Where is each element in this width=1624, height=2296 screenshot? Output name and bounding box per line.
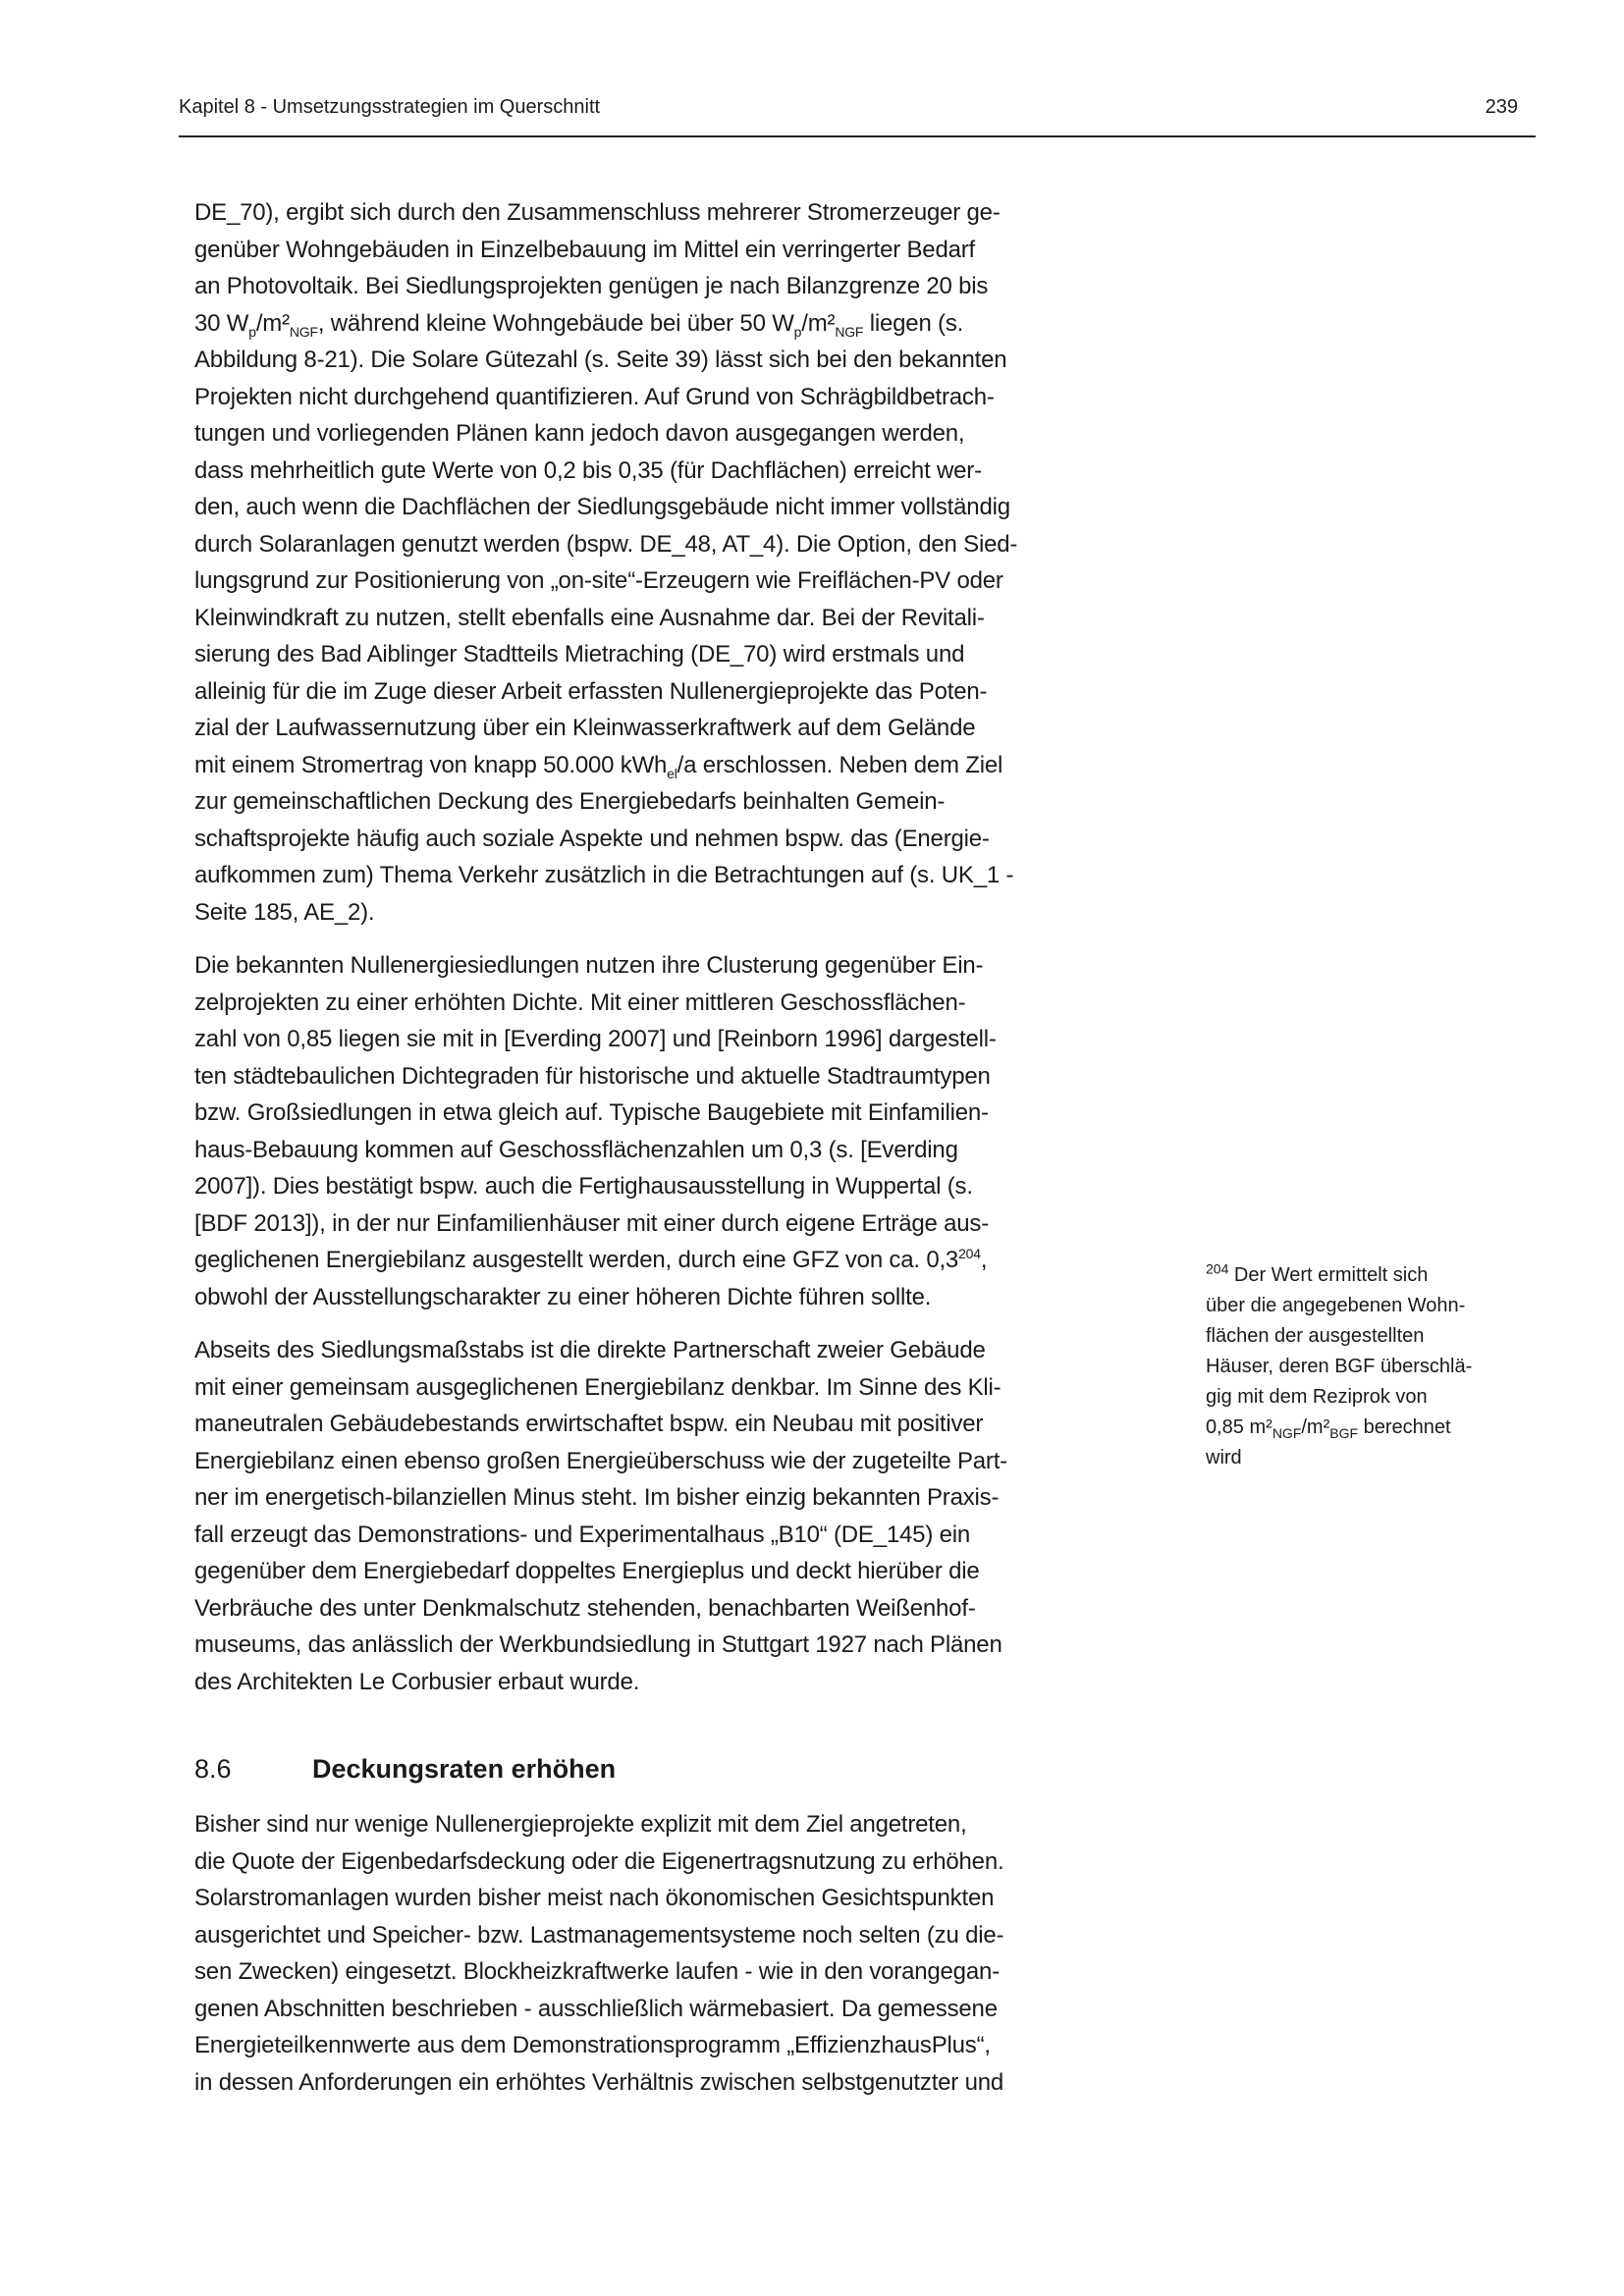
text-line: zelprojekten zu einer erhöhten Dichte. Mit einer mittleren Geschossflächen- — [194, 988, 966, 1016]
text-line — [194, 1242, 1176, 1279]
text-line: museums, das anlässlich der Werkbundsiedlung in Stuttgart 1927 nach Plänen — [194, 1631, 1002, 1658]
text-line: den, auch wenn die Dachflächen der Siedlungsgebäude nicht immer vollständig — [194, 494, 1010, 520]
paragraph — [194, 1806, 1176, 2101]
text-line: gig mit dem Reziprok von — [1206, 1386, 1428, 1408]
text-line: zur gemeinschaftlichen Deckung des Energiebedarfs beinhalten Gemein- — [194, 788, 946, 815]
text-line: bzw. Großsiedlungen in etwa gleich auf. Typische Baugebiete mit Einfamilien- — [194, 1099, 989, 1126]
text-segment: /m² — [1301, 1416, 1330, 1438]
text-line: Abseits des Siedlungsmaßstabs ist die direkte Partnerschaft zweier Gebäude — [194, 1337, 986, 1363]
text-line: schaftsprojekte häufig auch soziale Aspekte und nehmen bspw. das (Energie- — [194, 825, 990, 852]
paragraph — [194, 1332, 1176, 1700]
text-line: zial der Laufwassernutzung über ein Kleinwasserkraftwerk auf dem Gelände — [194, 715, 976, 741]
text-line: aufkommen zum) Thema Verkehr zusätzlich in die Betrachtungen auf (s. UK_1 - — [194, 862, 1014, 888]
text-segment: geglichenen Energiebilanz ausgestellt werden, durch eine GFZ von ca. 0,3 — [194, 1247, 959, 1273]
text-segment: liegen (s. — [863, 309, 964, 337]
text-line: in dessen Anforderungen ein erhöhtes Verhältnis zwischen selbstgenutzter und — [194, 2068, 1004, 2096]
text-line: lungsgrund zur Positionierung von „on-site“-Erzeugern wie Freiflächen-PV oder — [194, 567, 1003, 594]
text-segment: mit einem Stromertrag von knapp 50.000 kWh — [194, 751, 668, 778]
text-line: DE_70), ergibt sich durch den Zusammenschluss mehrerer Stromerzeuger ge- — [194, 199, 1001, 226]
text-segment: /m² — [801, 309, 836, 337]
text-line — [1206, 1260, 1540, 1291]
text-segment: /a erschlossen. Neben dem Ziel — [677, 751, 1003, 778]
text-line: sierung des Bad Aiblinger Stadtteils Mietraching (DE_70) wird erstmals und — [194, 641, 965, 667]
section-title: Deckungsraten erhöhen — [312, 1754, 617, 1784]
text-line: genüber Wohngebäuden in Einzelbebauung im Mittel ein verringerter Bedarf — [194, 236, 976, 263]
text-line: zahl von 0,85 liegen sie mit in [Everding 2007] und [Reinborn 1996] dargestell- — [194, 1026, 997, 1052]
text-line: Verbräuche des unter Denkmalschutz stehenden, benachbarten Weißenhof- — [194, 1594, 976, 1622]
text-line: sen Zwecken) eingesetzt. Blockheizkraftwerke laufen - wie in den vorangegan- — [194, 1958, 1000, 1985]
running-header — [179, 96, 1536, 137]
text-line: Projekten nicht durchgehend quantifizieren. Auf Grund von Schrägbildbetrach- — [194, 383, 995, 410]
text-line: Seite 185, AE_2). — [194, 898, 375, 926]
margin-footnote — [1206, 1260, 1540, 1490]
text-line: obwohl der Ausstellungscharakter zu einer höheren Dichte führen sollte. — [194, 1283, 932, 1310]
superscript: 204 — [1206, 1260, 1229, 1277]
text-line — [194, 305, 1176, 343]
text-line: wird — [1206, 1447, 1242, 1468]
text-line: mit einer gemeinsam ausgeglichenen Energiebilanz denkbar. Im Sinne des Kli- — [194, 1373, 1001, 1401]
text-segment: 0,85 m² — [1206, 1416, 1272, 1438]
text-line — [194, 747, 1176, 784]
subscript: NGF — [1272, 1425, 1302, 1441]
section-body-text — [194, 1806, 1176, 2117]
page-number: 239 — [1485, 96, 1518, 118]
text-line: Bisher sind nur wenige Nullenergieprojekte explizit mit dem Ziel angetreten, — [194, 1811, 967, 1838]
subscript: p — [248, 323, 256, 340]
text-line: tungen und vorliegenden Plänen kann jedoch davon ausgegangen werden, — [194, 420, 965, 447]
text-segment: , während kleine Wohngebäude bei über 50 W — [317, 309, 794, 337]
text-line: über die angegebenen Wohn- — [1206, 1295, 1466, 1316]
section-heading — [194, 1749, 616, 1789]
text-line: Solarstromanlagen wurden bisher meist nach ökonomischen Gesichtspunkten — [194, 1885, 995, 1911]
subscript: el — [667, 765, 677, 781]
text-line: gegenüber dem Energiebedarf doppeltes Energieplus und deckt hierüber die — [194, 1558, 980, 1584]
text-line: ausgerichtet und Speicher- bzw. Lastmanagementsysteme noch selten (zu die- — [194, 1921, 1004, 1949]
text-line: alleinig für die im Zuge dieser Arbeit erfassten Nullenergieprojekte das Poten- — [194, 677, 988, 705]
text-line: dass mehrheitlich gute Werte von 0,2 bis 0,35 (für Dachflächen) erreicht wer- — [194, 456, 982, 484]
text-line — [1206, 1413, 1540, 1443]
text-line: Häuser, deren BGF überschlä- — [1206, 1356, 1473, 1377]
text-line: ten städtebaulichen Dichtegraden für historische und aktuelle Stadtraumtypen — [194, 1062, 991, 1090]
text-line: Die bekannten Nullenergiesiedlungen nutzen ihre Clusterung gegenüber Ein- — [194, 952, 984, 979]
subscript: p — [793, 323, 802, 340]
text-segment: Der Wert ermittelt sich — [1228, 1264, 1429, 1286]
text-line: Kleinwindkraft zu nutzen, stellt ebenfalls eine Ausnahme dar. Bei der Revitali- — [194, 604, 985, 631]
text-segment: berechnet — [1358, 1416, 1451, 1438]
text-line: Energiebilanz einen ebenso großen Energieüberschuss wie der zugeteilte Part- — [194, 1447, 1007, 1474]
chapter-title: Kapitel 8 - Umsetzungsstrategien im Querschnitt — [179, 96, 601, 118]
paragraph — [1206, 1260, 1540, 1473]
text-line: durch Solaranlagen genutzt werden (bspw. DE_48, AT_4). Die Option, den Sied- — [194, 530, 1018, 558]
text-line: die Quote der Eigenbedarfsdeckung oder die Eigenertragsnutzung zu erhöhen. — [194, 1847, 1004, 1875]
text-line: maneutralen Gebäudebestands erwirtschaftet bspw. ein Neubau mit positiver — [194, 1411, 984, 1437]
text-line: Abbildung 8-21). Die Solare Gütezahl (s. Seite 39) lässt sich bei den bekannten — [194, 347, 1007, 373]
section-number: 8.6 — [194, 1754, 232, 1784]
text-line: 2007]). Dies bestätigt bspw. auch die Fertighausausstellung in Wuppertal (s. — [194, 1173, 973, 1200]
text-line: genen Abschnitten beschrieben - ausschließlich wärmebasiert. Da gemessene — [194, 1995, 998, 2022]
text-segment: , — [980, 1247, 988, 1273]
text-line: fall erzeugt das Demonstrations- und Experimentalhaus „B10“ (DE_145) ein — [194, 1521, 971, 1548]
text-line: an Photovoltaik. Bei Siedlungsprojekten genügen je nach Bilanzgrenze 20 bis — [194, 273, 989, 299]
subscript: NGF — [835, 323, 864, 340]
paragraph — [194, 947, 1176, 1315]
body-text — [194, 194, 1176, 1717]
paragraph — [194, 194, 1176, 931]
text-line: Energieteilkennwerte aus dem Demonstrationsprogramm „EffizienzhausPlus“, — [194, 2032, 991, 2058]
text-line: [BDF 2013]), in der nur Einfamilienhäuser mit einer durch eigene Erträge aus- — [194, 1209, 990, 1237]
text-line: des Architekten Le Corbusier erbaut wurde. — [194, 1668, 640, 1695]
text-segment: 30 W — [194, 309, 249, 337]
subscript: BGF — [1329, 1425, 1359, 1441]
text-segment: /m² — [255, 309, 290, 337]
text-line: haus-Bebauung kommen auf Geschossflächenzahlen um 0,3 (s. [Everding — [194, 1136, 958, 1163]
text-line: ner im energetisch-bilanziellen Minus steht. Im bisher einzig bekannten Praxis- — [194, 1484, 1000, 1511]
text-line: flächen der ausgestellten — [1206, 1325, 1425, 1347]
subscript: NGF — [289, 323, 318, 340]
superscript: 204 — [958, 1246, 981, 1261]
